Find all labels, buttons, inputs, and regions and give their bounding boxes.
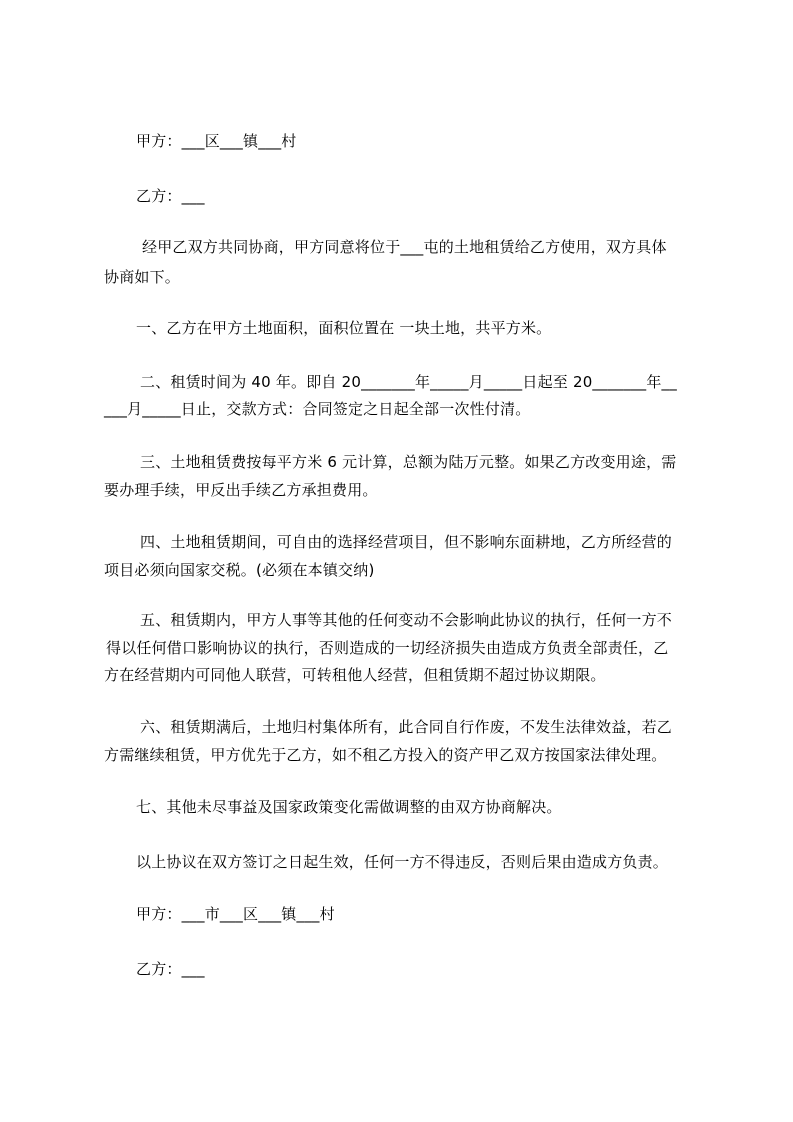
party-a-header: 甲方：___区___镇___村	[136, 132, 297, 150]
party-b-header: 乙方：___	[136, 187, 205, 205]
clause-7: 七、其他未尽事益及国家政策变化需做调整的由双方协商解决。	[136, 798, 562, 816]
clause-5-line: 得以任何借口影响协议的执行，否则造成的一切经济损失由造成方负责全部责任，乙	[106, 639, 669, 657]
clause-1: 一、乙方在甲方土地面积，面积位置在 一块土地，共平方米。	[136, 319, 552, 337]
intro-paragraph-line: 经甲乙双方共同协商，甲方同意将位于___屯的土地租赁给乙方使用，双方具体	[142, 238, 667, 256]
signature-party-a: 甲方：___市___区___镇___村	[136, 905, 335, 923]
clause-6-line: 六、租赁期满后，土地归村集体所有，此合同自行作废，不发生法律效益，若乙	[140, 718, 673, 736]
effect-statement: 以上协议在双方签订之日起生效，任何一方不得违反，否则后果由造成方负责。	[136, 853, 669, 871]
intro-paragraph-line: 协商如下。	[104, 268, 181, 286]
clause-3-line: 要办理手续，甲反出手续乙方承担费用。	[104, 481, 378, 499]
clause-2-line: ___月_____日止，交款方式：合同签定之日起全部一次性付清。	[104, 400, 531, 418]
clause-2-line: 二、租赁时间为 40 年。即自 20_______年_____月_____日起至 20_______年__	[140, 373, 677, 391]
clause-4-line: 项目必须向国家交税。(必须在本镇交纳)	[104, 561, 375, 579]
clause-3-line: 三、土地租赁费按每平方米 6 元计算，总额为陆万元整。如果乙方改变用途，需	[140, 453, 677, 471]
clause-5-line: 五、租赁期内，甲方人事等其他的任何变动不会影响此协议的执行，任何一方不	[140, 611, 673, 629]
clause-5-line: 方在经营期内可同他人联营，可转租他人经营，但租赁期不超过协议期限。	[104, 666, 606, 684]
clause-6-line: 方需继续租赁，甲方优先于乙方，如不租乙方投入的资产甲乙双方按国家法律处理。	[104, 746, 667, 764]
clause-4-line: 四、土地租赁期间，可自由的选择经营项目，但不影响东面耕地，乙方所经营的	[140, 533, 673, 551]
signature-party-b: 乙方：___	[136, 960, 205, 978]
